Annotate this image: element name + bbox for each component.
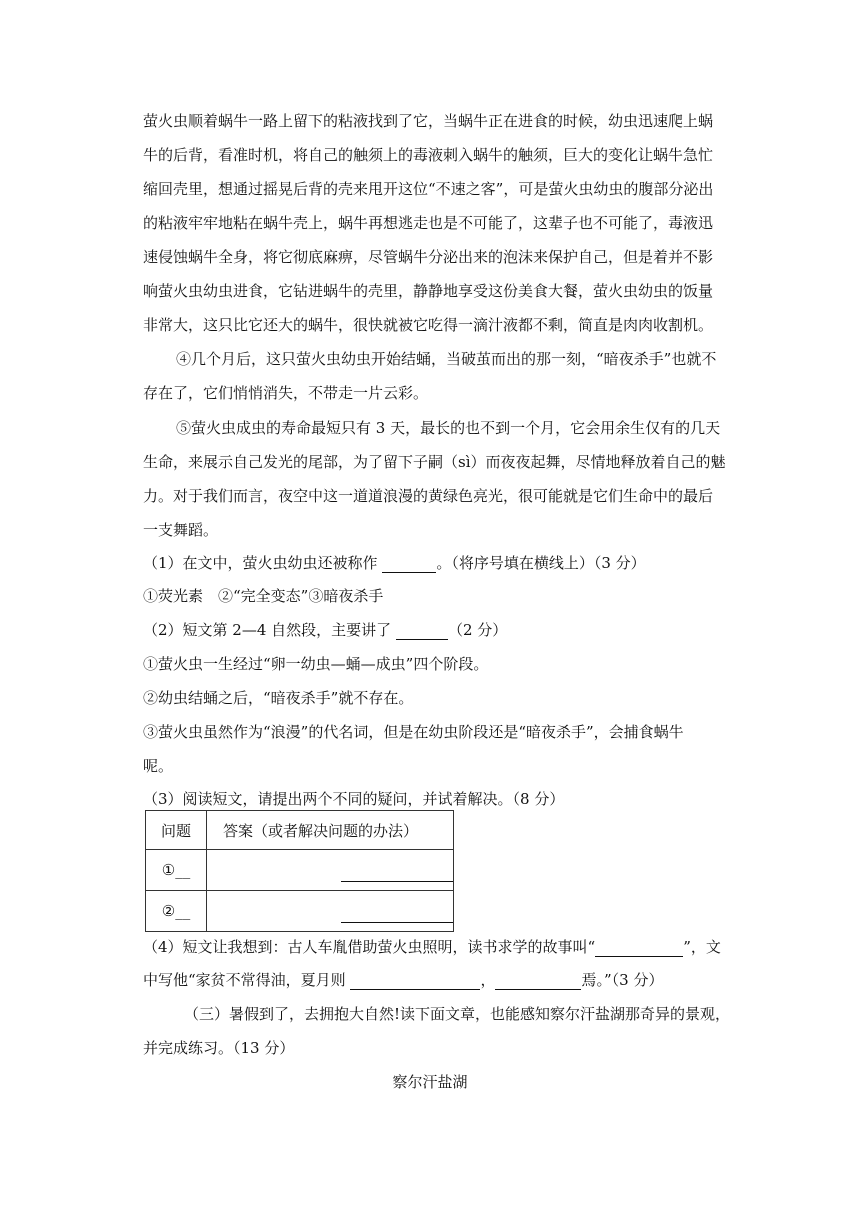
answer-line[interactable]	[341, 904, 453, 923]
paragraph-line: 萤火虫顺着蜗牛一路上留下的粘液找到了它，当蜗牛正在进食的时候，幼虫迅速爬上蜗	[143, 112, 714, 130]
paragraph-line: 的粘液牢牢地粘在蜗牛壳上，蜗牛再想逃走也是不可能了，这辈子也不可能了，毒液迅	[143, 214, 714, 232]
question-4-text: （4）短文让我想到：古人车胤借助萤火虫照明，读书求学的故事叫“	[143, 938, 596, 956]
question-3: （3）阅读短文，请提出两个不同的疑问，并试着解决。（8 分）	[143, 790, 565, 808]
question-2-suffix: （2 分）	[447, 621, 508, 639]
question-1	[143, 553, 646, 573]
paragraph-line: 生命，来展示自己发光的尾部，为了留下子嗣（sì）而夜夜起舞，尽情地释放着自己的魅	[143, 453, 726, 471]
question-2	[143, 620, 507, 640]
column-header-question: 问题	[146, 811, 207, 850]
question-4-comma: ，	[480, 971, 496, 989]
paragraph-line: 牛的后背，看准时机，将自己的触须上的毒液刺入蜗牛的触须，巨大的变化让蜗牛急忙	[143, 146, 714, 164]
question-1-suffix: 。（将序号填在横线上）（3 分）	[436, 554, 646, 572]
paragraph-line: 存在了，它们悄悄消失，不带走一片云彩。	[143, 384, 429, 402]
section-3-intro-cont: 并完成练习。（13 分）	[143, 1039, 295, 1057]
question-2-option-1: ①萤火虫一生经过“卵一幼虫—蛹—成虫”四个阶段。	[143, 655, 489, 673]
answer-blank[interactable]	[495, 973, 581, 990]
question-2-option-2: ②幼虫结蛹之后，“暗夜杀手”就不存在。	[143, 689, 414, 707]
paragraph-line: 响萤火虫幼虫进食，它钻进蜗牛的壳里，静静地享受这份美食大餐，萤火虫幼虫的饭量	[143, 282, 714, 300]
question-cell-2[interactable]: ②__	[146, 891, 207, 932]
answer-cell-1[interactable]	[207, 850, 454, 891]
question-1-text: （1）在文中，萤火虫幼虫还被称作	[143, 554, 383, 572]
paragraph-line: 力。对于我们而言，夜空中这一道道浪漫的黄绿色亮光，很可能就是它们生命中的最后	[143, 487, 714, 505]
section-3-intro: （三）暑假到了，去拥抱大自然!读下面文章，也能感知察尔汗盐湖那奇异的景观，	[184, 1005, 731, 1023]
paragraph-line: 非常大，这只比它还大的蜗牛，很快就被它吃得一滴汁液都不剩，简直是肉肉收割机。	[143, 316, 714, 334]
answer-line[interactable]	[341, 863, 453, 882]
question-4-suffix: 焉。”（3 分）	[581, 971, 664, 989]
paragraph-line: 一支舞蹈。	[143, 521, 219, 539]
article-title: 察尔汗盐湖	[392, 1073, 468, 1091]
column-header-answer: 答案（或者解决问题的办法）	[207, 811, 454, 850]
answer-table	[145, 810, 454, 932]
question-cell-1[interactable]: ①__	[146, 850, 207, 891]
answer-blank[interactable]	[396, 623, 448, 640]
paragraph-line: 缩回壳里，想通过摇晃后背的壳来甩开这位“不速之客”，可是萤火虫幼虫的腹部分泌出	[143, 180, 714, 198]
answer-blank[interactable]	[595, 940, 683, 957]
question-4-text: 中写他“家贫不常得油，夏月则	[143, 971, 351, 989]
paragraph-line: ④几个月后，这只萤火虫幼虫开始结蛹，当破茧而出的那一刻，“暗夜杀手”也就不	[176, 350, 717, 368]
paragraph-line: ⑤萤火虫成虫的寿命最短只有 3 天，最长的也不到一个月，它会用余生仅有的几天	[176, 419, 721, 437]
paragraph-line: 速侵蚀蜗牛全身，将它彻底麻痹，尽管蜗牛分泌出来的泡沫来保护自己，但是着并不影	[143, 248, 714, 266]
question-2-text: （2）短文第 2—4 自然段，主要讲了	[143, 621, 396, 639]
answer-cell-2[interactable]	[207, 891, 454, 932]
question-2-option-3: ③萤火虫虽然作为“浪漫”的代名词，但是在幼虫阶段还是“暗夜杀手”，会捕食蜗牛	[143, 723, 684, 741]
question-2-option-3-cont: 呢。	[143, 757, 174, 775]
question-1-options: ①荧光素 ②“完全变态”③暗夜杀手	[143, 587, 384, 605]
answer-blank[interactable]	[350, 973, 480, 990]
question-4-text-end: ”，文	[683, 938, 721, 956]
question-4-line-1	[143, 937, 721, 957]
question-4-line-2	[143, 970, 663, 990]
answer-blank[interactable]	[382, 556, 436, 573]
